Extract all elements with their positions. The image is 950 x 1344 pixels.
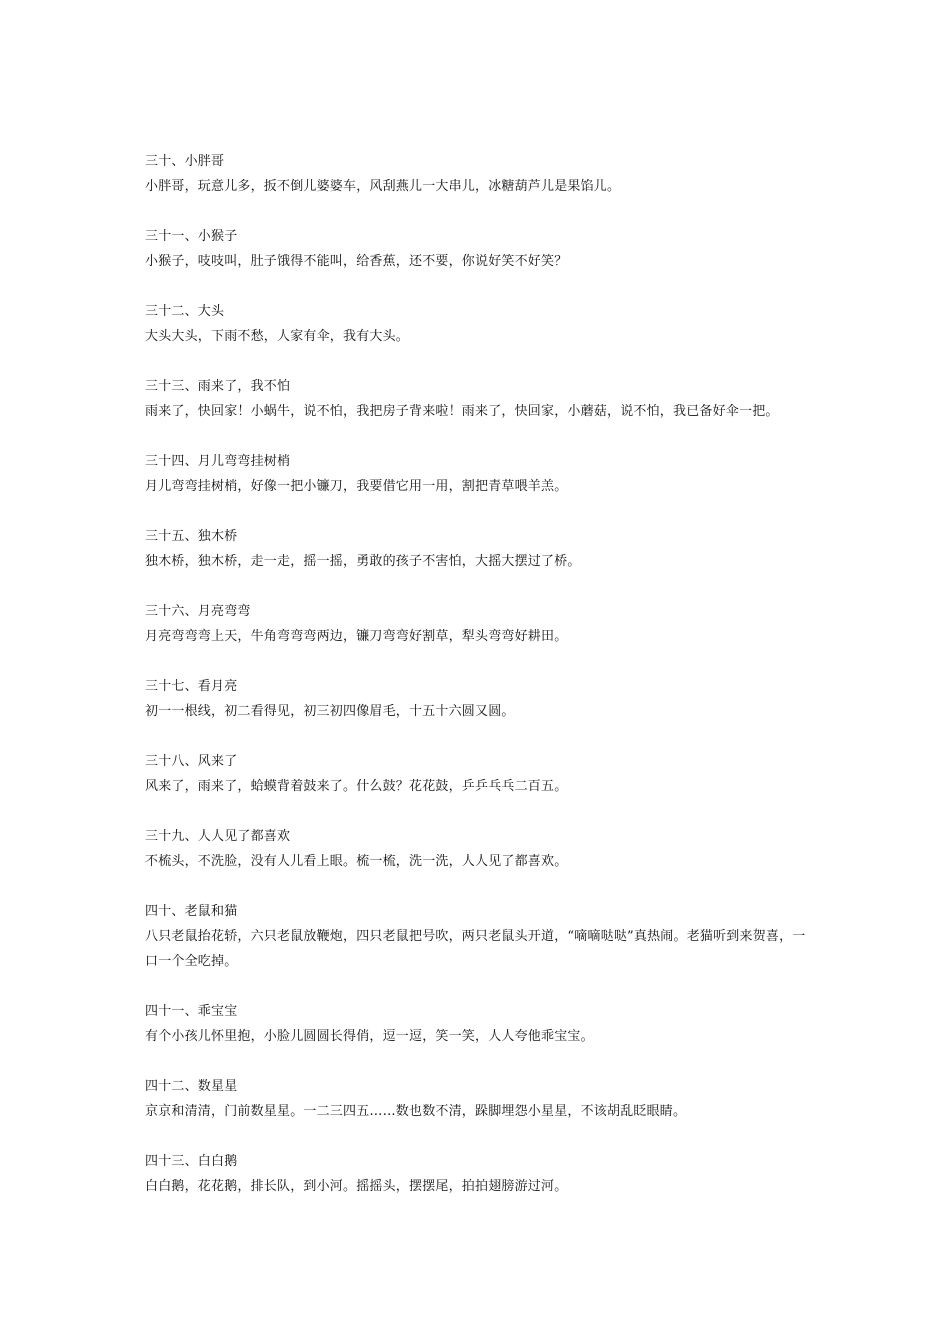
poem-title: 四十一、乖宝宝 [145,1004,238,1019]
poem-text: 小胖哥，玩意儿多，扳不倒儿婆婆车，风刮燕儿一大串儿，冰糖葫芦儿是果馅儿。 [145,179,621,194]
poem-title: 四十三、白白鹅 [145,1154,238,1169]
poem-entry [145,899,815,974]
poem-entry [145,149,815,199]
poem-text: 不梳头，不洗脸，没有人儿看上眼。梳一梳，洗一洗，人人见了都喜欢。 [145,854,568,869]
poem-text: 大头大头，下雨不愁，人家有伞，我有大头。 [145,329,410,344]
poem-entry [145,524,815,574]
poem-text: 有个小孩儿怀里抱，小脸儿圆圆长得俏，逗一逗，笑一笑，人人夸他乖宝宝。 [145,1029,594,1044]
poem-text: 雨来了，快回家！小蜗牛，说不怕，我把房子背来啦！雨来了，快回家，小蘑菇，说不怕，我已备好伞一把。 [145,404,779,419]
poem-text: 白白鹅，花花鹅，排长队，到小河。摇摇头，摆摆尾，拍拍翅膀游过河。 [145,1179,568,1194]
poem-title: 三十七、看月亮 [145,679,238,694]
poem-text: 小猴子，吱吱叫，肚子饿得不能叫，给香蕉，还不要，你说好笑不好笑？ [145,254,568,269]
poem-title: 三十九、人人见了都喜欢 [145,829,291,844]
poem-title: 三十、小胖哥 [145,154,225,169]
poem-text: 京京和清清，门前数星星。一二三四五……数也数不清，跺脚埋怨小星星，不该胡乱眨眼睛。 [145,1104,687,1119]
poem-entry [145,1149,815,1199]
poem-text: 月儿弯弯挂树梢，好像一把小镰刀，我要借它用一用，割把青草喂羊羔。 [145,479,568,494]
poem-text: 独木桥，独木桥，走一走，摇一摇，勇敢的孩子不害怕，大摇大摆过了桥。 [145,554,581,569]
poem-title: 三十四、月儿弯弯挂树梢 [145,454,291,469]
poem-entry [145,224,815,274]
poem-entry [145,299,815,349]
poem-title: 三十二、大头 [145,304,225,319]
poem-title: 三十三、雨来了，我不怕 [145,379,291,394]
poem-entry [145,749,815,799]
poem-title: 四十二、数星星 [145,1079,238,1094]
poem-title: 三十一、小猴子 [145,229,238,244]
poem-list [145,149,815,1224]
poem-entry [145,449,815,499]
poem-title: 三十八、风来了 [145,754,238,769]
poem-entry [145,599,815,649]
poem-entry [145,374,815,424]
poem-text: 八只老鼠抬花轿，六只老鼠放鞭炮，四只老鼠把号吹，两只老鼠头开道，“嘀嘀哒哒”真热闹。老猫听到来贺喜，一口一个全吃掉。 [145,929,806,969]
poem-title: 三十五、独木桥 [145,529,238,544]
poem-entry [145,1074,815,1124]
poem-title: 三十六、月亮弯弯 [145,604,251,619]
poem-entry [145,824,815,874]
poem-entry [145,999,815,1049]
poem-entry [145,674,815,724]
poem-title: 四十、老鼠和猫 [145,904,238,919]
poem-text: 风来了，雨来了，蛤蟆背着鼓来了。什么鼓？花花鼓，乒乒乓乓二百五。 [145,779,568,794]
poem-text: 初一一根线，初二看得见，初三初四像眉毛，十五十六圆又圆。 [145,704,515,719]
poem-text: 月亮弯弯弯上天，牛角弯弯弯两边，镰刀弯弯好割草，犁头弯弯好耕田。 [145,629,568,644]
